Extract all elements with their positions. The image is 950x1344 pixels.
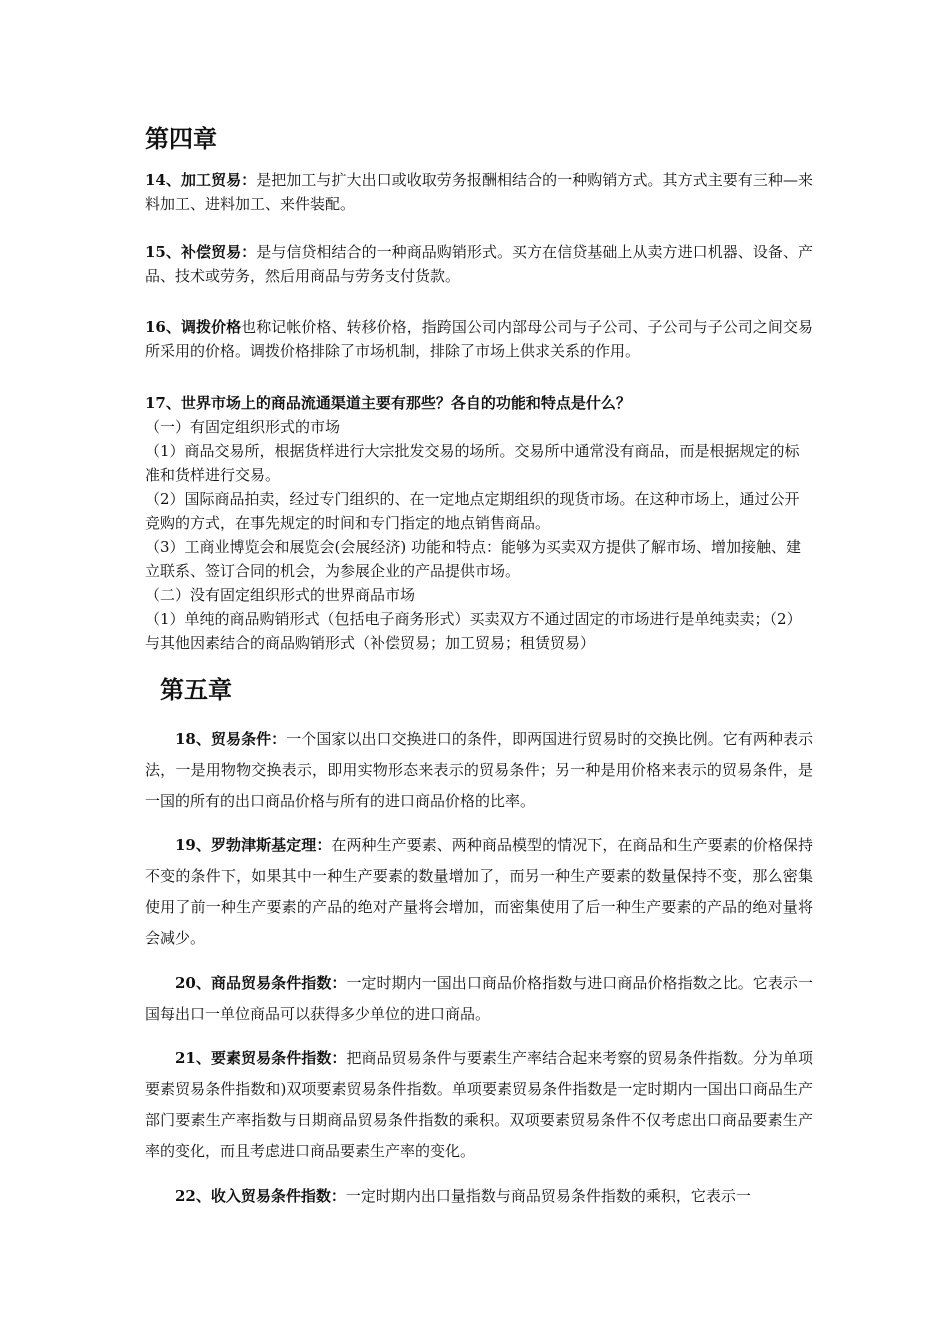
q17-line-3: （2）国际商品拍卖，经过专门组织的、在一定地点定期组织的现货市场。在这种市场上，通过公开竞购的方式，在事先规定的时间和专门指定的地点销售商品。	[145, 490, 800, 532]
definition-14: 是把加工与扩大出口或收取劳务报酬相结合的一种购销方式。其方式主要有三种—来料加工、进料加工、来件装配。	[145, 171, 813, 213]
term-20: 20、商品贸易条件指数：	[175, 974, 347, 992]
q17-line-6: （1）单纯的商品购销形式（包括电子商务形式）买卖双方不通过固定的市场进行是单纯卖卖；（2）与其他因素结合的商品购销形式（补偿贸易；加工贸易；租赁贸易）	[145, 610, 802, 652]
term-14: 14、加工贸易：	[145, 171, 257, 189]
q17-line-2: （1）商品交易所，根据货样进行大宗批发交易的场所。交易所中通常没有商品，而是根据规定的标准和货样进行交易。	[145, 442, 800, 484]
term-15: 15、补偿贸易：	[145, 243, 257, 261]
definition-20: 一定时期内一国出口商品价格指数与进口商品价格指数之比。它表示一国每出口一单位商品可以获得多少单位的进口商品。	[145, 974, 813, 1023]
q17-line-5: （二）没有固定组织形式的世界商品市场	[145, 586, 416, 604]
term-19: 19、罗勃津斯基定理：	[175, 836, 332, 854]
definition-16: 也称记帐价格、转移价格，指跨国公司内部母公司与子公司、子公司与子公司之间交易所采用的价格。调拨价格排除了市场机制，排除了市场上供求关系的作用。	[145, 318, 813, 360]
term-22: 22、收入贸易条件指数：	[175, 1187, 346, 1205]
paragraph-22	[145, 1181, 813, 1212]
q17-line-4: （3）工商业博览会和展览会(会展经济) 功能和特点：能够为买卖双方提供了解市场、增加接触、建立联系、签订合同的机会，为参展企业的产品提供市场。	[145, 538, 802, 580]
question-17-title: 17、世界市场上的商品流通渠道主要有那些？各自的功能和特点是什么？	[145, 394, 631, 412]
definition-19: 在两种生产要素、两种商品模型的情况下，在商品和生产要素的价格保持不变的条件下，如果其中一种生产要素的数量增加了，而另一种生产要素的数量保持不变，那么密集使用了前一种生产要素的产品的绝对产量将会增加，而密集使用了后一种生产要素的产品的绝对量将会减少。	[145, 836, 813, 947]
paragraph-16	[145, 315, 813, 363]
chapter-5-title: 第五章	[160, 675, 232, 704]
paragraph-19	[145, 830, 813, 954]
chapter-4-title: 第四章	[145, 124, 217, 153]
definition-21: 把商品贸易条件与要素生产率结合起来考察的贸易条件指数。分为单项要素贸易条件指数和)双项要素贸易条件指数。单项要素贸易条件指数是一定时期内一国出口商品生产部门要素生产率指数与日期商品贸易条件指数的乘积。双项要素贸易条件不仅考虑出口商品要素生产率的变化，而且考虑进口商品要素生产率的变化。	[145, 1049, 813, 1160]
term-18: 18、贸易条件：	[175, 730, 287, 748]
q17-line-1: （一）有固定组织形式的市场	[145, 418, 341, 436]
definition-22: 一定时期内出口量指数与商品贸易条件指数的乘积，它表示一	[345, 1187, 751, 1205]
paragraph-14	[145, 168, 813, 216]
question-17	[145, 391, 813, 655]
term-21: 21、要素贸易条件指数：	[175, 1049, 347, 1067]
term-16: 16、调拨价格	[145, 318, 242, 336]
paragraph-20	[145, 968, 813, 1030]
definition-18: 一个国家以出口交换进口的条件，即两国进行贸易时的交换比例。它有两种表示法，一是用物物交换表示，即用实物形态来表示的贸易条件；另一种是用价格来表示的贸易条件，是一国的所有的出口商品价格与所有的进口商品价格的比率。	[145, 730, 814, 810]
definition-15: 是与信贷相结合的一种商品购销形式。买方在信贷基础上从卖方进口机器、设备、产品、技术或劳务，然后用商品与劳务支付货款。	[145, 243, 813, 285]
paragraph-18	[145, 724, 813, 817]
paragraph-15	[145, 240, 813, 288]
paragraph-21	[145, 1043, 813, 1167]
